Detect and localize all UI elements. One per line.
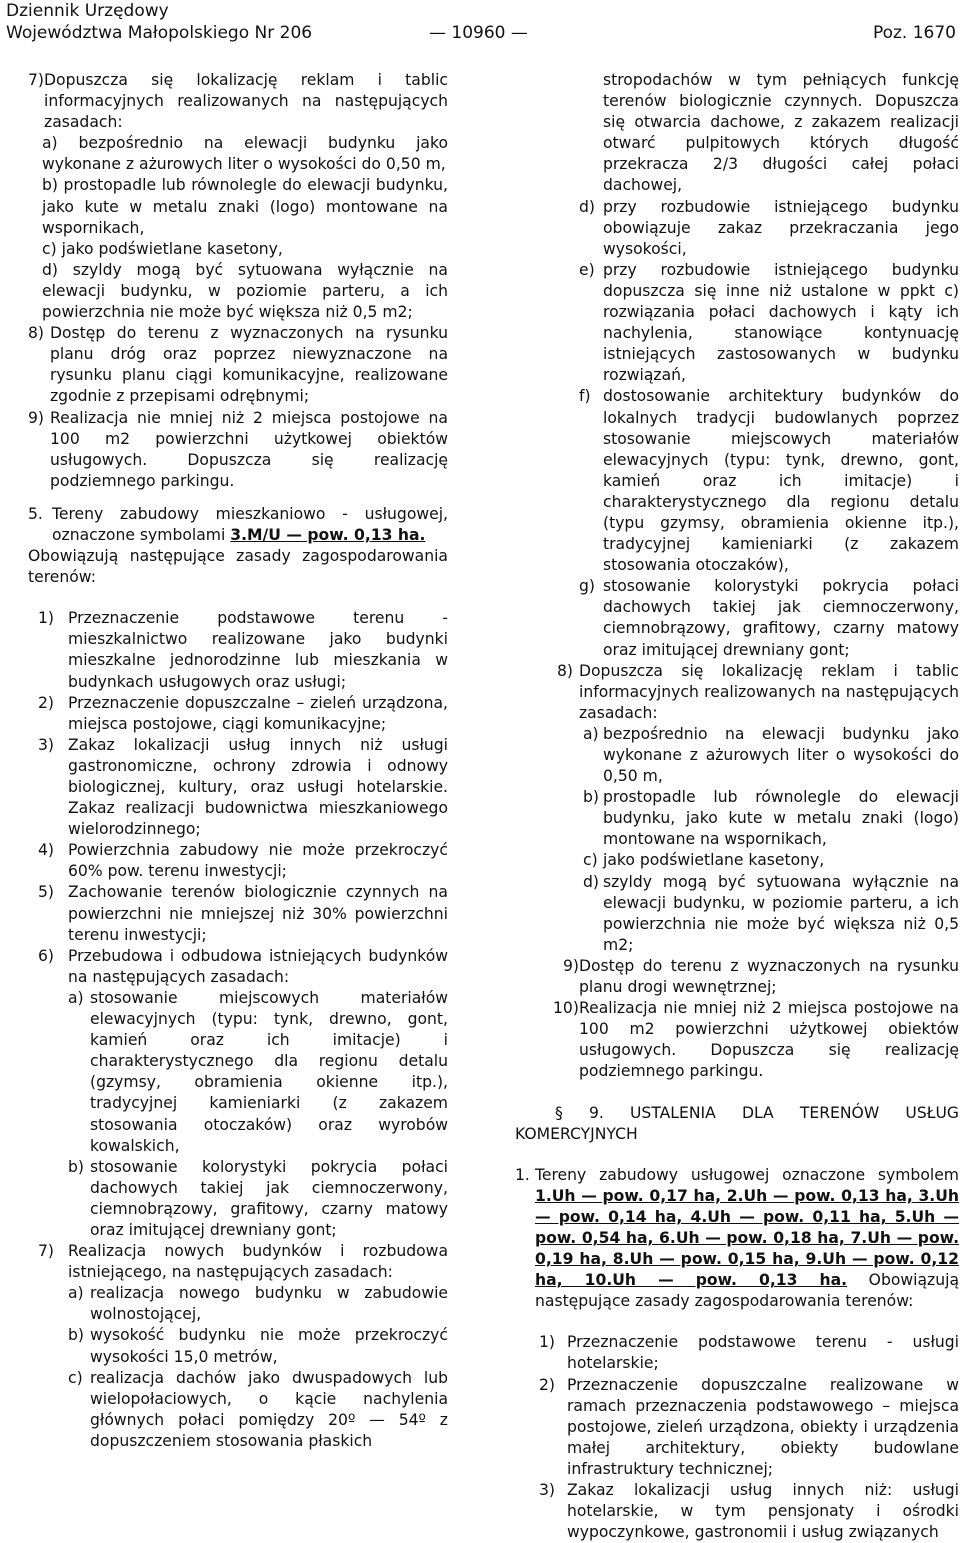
item-marker: a) — [68, 988, 84, 1007]
list-item — [28, 882, 448, 945]
item-text: Dostęp do terenu z wyznaczonych na rysunku planu dróg oraz poprzez niewyznaczone na rysunku planu ciągi komunikacyjne, realizowane zgodnie z przepisami odrębnymi; — [50, 324, 448, 406]
item-marker: e) — [579, 260, 595, 279]
item-text: stosowanie miejscowych materiałów elewacyjnych (typu: tynk, drewno, gont, kamień oraz ich imitacje) i charakterystycznego dla regionu detalu (gzymsy, obramienia okienne itp.), tradycyjnej kamieniarki (z zakazem stosowania otoczaków) oraz wyrobów kowalskich, — [90, 988, 448, 1155]
list-item — [28, 946, 448, 988]
item-text: Dopuszcza się lokalizację reklam i tablic informacyjnych realizowanych na następujących zasadach: — [579, 661, 959, 722]
sub-item: c) jako podświetlane kasetony, — [42, 239, 283, 258]
item-marker: 7) — [28, 71, 45, 89]
item-marker: a) — [583, 724, 599, 743]
item-text: przy rozbudowie istniejącego budynku dopuszcza się inne niż ustalone w ppkt c) rozwiązania połaci dachowych i kąty ich nachylenia, stanowiące kontynuację istniejących zastosowanych w budynku rozwiązań, — [603, 260, 959, 385]
item-text: Przebudowa i odbudowa istniejących budynków na następujących zasadach: — [68, 946, 448, 986]
sub-item — [515, 787, 959, 850]
paragraph: Obowiązują następujące zasady zagospodarowania terenów: — [28, 547, 448, 587]
sub-item — [28, 988, 448, 1157]
item-text: Zakaz lokalizacji usług innych niż: usługi hotelarskie, w tym pensjonaty i ośrodki wypoczynkowe, gastronomii i usług związanych — [567, 1481, 959, 1542]
sub-item — [515, 872, 959, 956]
item-marker: 10) — [553, 999, 579, 1018]
sub-item — [515, 260, 959, 387]
section-item — [28, 504, 448, 546]
item-text: Dopuszcza się lokalizację reklam i tablic informacyjnych realizowanych na następujących zasadach: — [44, 71, 448, 132]
item-text: przy rozbudowie istniejącego budynku obowiązuje zakaz przekraczania jego wysokości, — [603, 197, 959, 258]
paragraph: stropodachów w tym pełniących funkcję terenów biologicznie czynnych. Dopuszcza się otwarcia dachowe, z zakazem realizacji otwarć pulpitowych których długość przekracza 2/3 długości całej połaci dachowej, — [603, 71, 959, 195]
item-marker: 8) — [557, 661, 574, 680]
sub-item — [515, 197, 959, 260]
journal-issue: Województwa Małopolskiego Nr 206 — [6, 23, 313, 43]
section-item — [515, 1165, 959, 1313]
item-marker: 7) — [38, 1242, 55, 1261]
item-marker: g) — [579, 577, 595, 596]
item-text: Zakaz lokalizacji usług innych niż usługi gastronomiczne, ochrony zdrowia i odnowy biologicznej, kultury, oraz usługi hotelarskie. Zakaz realizacji budownictwa mieszkaniowego wielorodzinnego; — [68, 735, 448, 839]
item-marker: b) — [68, 1157, 84, 1176]
sub-item — [515, 724, 959, 787]
item-text: Realizacja nie mniej niż 2 miejsca postojowe na 100 m2 powierzchni użytkowej obiektów usługowych. Dopuszcza się realizację podziemnego parkingu. — [50, 408, 448, 490]
item-marker: 8) — [28, 324, 45, 343]
sub-item — [28, 1157, 448, 1241]
item-marker: 3) — [38, 735, 55, 754]
item-text: realizacja nowego budynku w zabudowie wolnostojącej, — [90, 1284, 448, 1324]
item-text: stosowanie kolorystyki pokrycia połaci dachowych takiej jak ciemnoczerwony, ciemnobrązowy, grafitowy, czarny matowy oraz imitującej drewniany gont; — [90, 1157, 448, 1239]
item-marker: 6) — [38, 946, 55, 965]
item-text: Przeznaczenie podstawowe terenu - usługi hotelarskie; — [567, 1333, 959, 1373]
list-item — [28, 70, 448, 133]
item-marker: 1) — [38, 609, 55, 628]
sub-item — [515, 576, 959, 660]
item-text: realizacja dachów jako dwuspadowych lub wielopołaciowych, o kącie nachylenia głównych połaci pomiędzy 20º — 54º z dopuszczeniem stosowania płaskich — [90, 1368, 448, 1450]
item-marker: 1) — [539, 1333, 556, 1352]
right-column — [515, 70, 959, 1543]
list-item — [515, 1332, 959, 1374]
section-heading: § 9. USTALENIA DLA TERENÓW USŁUG KOMERCYJNYCH — [515, 1103, 959, 1143]
sub-item: b) prostopadle lub równolegle do elewacji budynku, jako kute w metalu znaki (logo) montowane na wspornikach, — [42, 176, 448, 237]
item-marker: 2) — [539, 1375, 556, 1394]
item-text: Powierzchnia zabudowy nie może przekroczyć 60% pow. terenu inwestycji; — [68, 841, 448, 881]
list-item — [28, 1241, 448, 1283]
item-text: Tereny zabudowy usługowej oznaczone symbolem 1.Uh — pow. 0,17 ha, 2.Uh — pow. 0,13 ha, 3.Uh — pow. 0,14 ha, 4.Uh — pow. 0,11 ha, 5.Uh — pow. 0,54 ha, 6.Uh — pow. 0,18 ha, 7.Uh — pow. 0,19 ha, 8.Uh — pow. 0,15 ha, 9.Uh — pow. 0,12 ha, 10.Uh — pow. 0,13 ha. Obowiązują następujące zasady zagospodarowania terenów: — [535, 1165, 959, 1311]
item-text: Przeznaczenie dopuszczalne – zieleń urządzona, miejsca postojowe, ciągi komunikacyjne; — [68, 693, 448, 733]
item-marker: 4) — [38, 841, 55, 860]
item-text: stosowanie kolorystyki pokrycia połaci dachowych takiej jak ciemnoczerwony, ciemnobrązowy, grafitowy, czarny matowy oraz imitującej drewniany gont; — [603, 577, 959, 659]
item-marker: b) — [68, 1326, 84, 1345]
item-text: Dostęp do terenu z wyznaczonych na rysunku planu drogi wewnętrznej; — [579, 956, 959, 997]
item-marker: 3) — [539, 1481, 556, 1499]
item-marker: 9) — [563, 956, 580, 975]
zone-symbol: 3.M/U — pow. 0,13 ha. — [230, 525, 426, 544]
sub-item — [515, 850, 959, 871]
item-marker: b) — [583, 788, 599, 807]
item-text: Zachowanie terenów biologicznie czynnych na powierzchni nie mniejszej niż 30% powierzchni terenu inwestycji; — [68, 883, 448, 944]
list-item — [515, 956, 959, 998]
sub-item — [515, 386, 959, 576]
item-text: prostopadle lub równolegle do elewacji budynku, jako kute w metalu znaki (logo) montowane na wspornikach, — [603, 788, 959, 849]
item-marker: 1. — [515, 1165, 530, 1184]
list-item — [28, 735, 448, 840]
list-item — [515, 1480, 959, 1543]
item-text: Realizacja nowych budynków i rozbudowa istniejącego, na następujących zasadach: — [68, 1242, 448, 1282]
item-marker: 2) — [38, 693, 55, 712]
journal-title: Dziennik Urzędowy — [6, 1, 169, 21]
item-marker: c) — [68, 1368, 83, 1387]
page-number: — 10960 — — [429, 23, 528, 43]
item-marker: 5) — [38, 883, 55, 902]
list-item — [515, 1375, 959, 1480]
list-item — [28, 840, 448, 882]
item-marker: f) — [579, 387, 591, 406]
item-text: wysokość budynku nie może przekroczyć wysokości 15,0 metrów, — [90, 1326, 448, 1366]
sub-item: d) szyldy mogą być sytuowana wyłącznie na elewacji budynku, w poziomie parteru, a ich powierzchnia nie może być większa niż 0,5 m2; — [42, 260, 448, 322]
position-number: Poz. 1670 — [872, 23, 956, 43]
page-header — [6, 0, 956, 44]
list-item — [28, 608, 448, 692]
item-text: Tereny zabudowy mieszkaniowo - usługowej, oznaczone symbolami 3.M/U — pow. 0,13 ha. — [52, 504, 448, 544]
list-item — [28, 408, 448, 492]
sub-item: a) bezpośrednio na elewacji budynku jako wykonane z ażurowych liter o wysokości do 0,50 m, — [42, 134, 448, 174]
sub-item — [28, 1368, 448, 1452]
item-marker: d) — [583, 872, 599, 891]
list-item — [28, 693, 448, 735]
item-text: Przeznaczenie podstawowe terenu - mieszkalnictwo realizowane jako budynki mieszkalne jednorodzinne lub mieszkania w budynkach usługowych oraz usługi; — [68, 609, 448, 691]
sub-item — [28, 1325, 448, 1367]
list-item — [28, 323, 448, 407]
sub-item — [28, 1283, 448, 1325]
item-text: bezpośrednio na elewacji budynku jako wykonane z ażurowych liter o wysokości do 0,50 m, — [603, 724, 959, 786]
item-marker: 9) — [28, 408, 45, 427]
list-item — [515, 998, 959, 1082]
left-column — [28, 70, 448, 1452]
item-text: szyldy mogą być sytuowana wyłącznie na elewacji budynku, w poziomie parteru, a ich powierzchnia nie może być większa niż 0,5 m2; — [603, 872, 959, 954]
item-marker: c) — [583, 851, 598, 870]
item-text: dostosowanie architektury budynków do lokalnych tradycji budowlanych poprzez stosowanie miejscowych materiałów elewacyjnych (typu: tynk, drewno, gont, kamień oraz ich imitacje) i charakterystycznego dla regionu detalu (typu gzymsy, obramienia okienne itp.), tradycyjnej kamieniarki (z zakazem stosowania otoczaków), — [603, 387, 959, 575]
zone-symbol: 1.Uh — pow. 0,17 ha, 2.Uh — pow. 0,13 ha, 3.Uh — pow. 0,14 ha, 4.Uh — pow. 0,11 ha, 5.Uh — pow. 0,54 ha, 6.Uh — pow. 0,18 ha, 7.Uh — pow. 0,19 ha, 8.Uh — pow. 0,15 ha, 9.Uh — pow. 0,12 ha, 10.Uh — pow. 0,13 ha. — [535, 1186, 959, 1290]
item-text: Przeznaczenie dopuszczalne realizowane w ramach przeznaczenia podstawowego – miejsca postojowe, zieleń urządzona, obiekty i urządzenia małej architektury, obiekty budowlane infrastruktury technicznej; — [567, 1375, 959, 1478]
item-marker: a) — [68, 1284, 84, 1303]
item-marker: 5. — [28, 504, 43, 523]
item-text: Realizacja nie mniej niż 2 miejsca postojowe na 100 m2 powierzchni użytkowej obiektów usługowych. Dopuszcza się realizację podziemnego parkingu. — [579, 999, 959, 1081]
item-marker: d) — [579, 197, 595, 216]
item-text: jako podświetlane kasetony, — [603, 851, 825, 870]
list-item — [515, 661, 959, 724]
